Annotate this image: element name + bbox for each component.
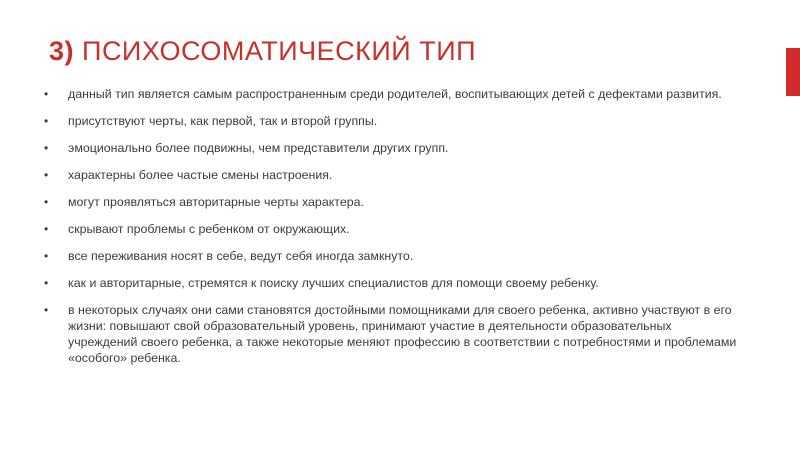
content-area <box>44 86 744 377</box>
list-item <box>44 86 744 102</box>
bullet-text: как и авторитарные, стремятся к поиску лучших специалистов для помощи своему ребенку. <box>68 276 599 290</box>
title-text: ПСИХОСОМАТИЧЕСКИЙ ТИП <box>82 36 477 66</box>
list-item <box>44 302 744 366</box>
bullet-text: характерны более частые смены настроения. <box>68 168 333 182</box>
list-item <box>44 221 744 237</box>
accent-bar <box>786 48 800 96</box>
bullet-marker: • <box>44 168 49 182</box>
bullet-text: данный тип является самым распространенным среди родителей, воспитывающих детей с дефектами развития. <box>68 87 722 101</box>
bullet-marker: • <box>44 222 49 236</box>
list-item <box>44 194 744 210</box>
bullet-marker: • <box>44 303 49 317</box>
bullet-marker: • <box>44 249 49 263</box>
title-number: 3) <box>49 36 75 66</box>
list-item <box>44 248 744 264</box>
bullet-text: скрывают проблемы с ребенком от окружающих. <box>68 222 350 236</box>
bullet-text: в некоторых случаях они сами становятся достойными помощниками для своего ребенка, активно участвуют в его жизни: повышают свой образовательный уровень, принимают участие в деятельности образовательных учреждений своего ребенка, а также некоторые меняют профессию в соответствии с потребностями и проблемами «особого» ребенка. <box>68 303 737 365</box>
bullet-text: могут проявляться авторитарные черты характера. <box>68 195 364 209</box>
bullet-marker: • <box>44 114 49 128</box>
slide-title <box>49 36 476 67</box>
bullet-list <box>44 86 744 366</box>
list-item <box>44 167 744 183</box>
bullet-marker: • <box>44 195 49 209</box>
list-item <box>44 113 744 129</box>
bullet-text: присутствуют черты, как первой, так и второй группы. <box>68 114 378 128</box>
bullet-marker: • <box>44 87 49 101</box>
bullet-marker: • <box>44 141 49 155</box>
bullet-marker: • <box>44 276 49 290</box>
bullet-text: эмоционально более подвижны, чем представители других групп. <box>68 141 449 155</box>
list-item <box>44 140 744 156</box>
list-item <box>44 275 744 291</box>
bullet-text: все переживания носят в себе, ведут себя иногда замкнуто. <box>68 249 414 263</box>
